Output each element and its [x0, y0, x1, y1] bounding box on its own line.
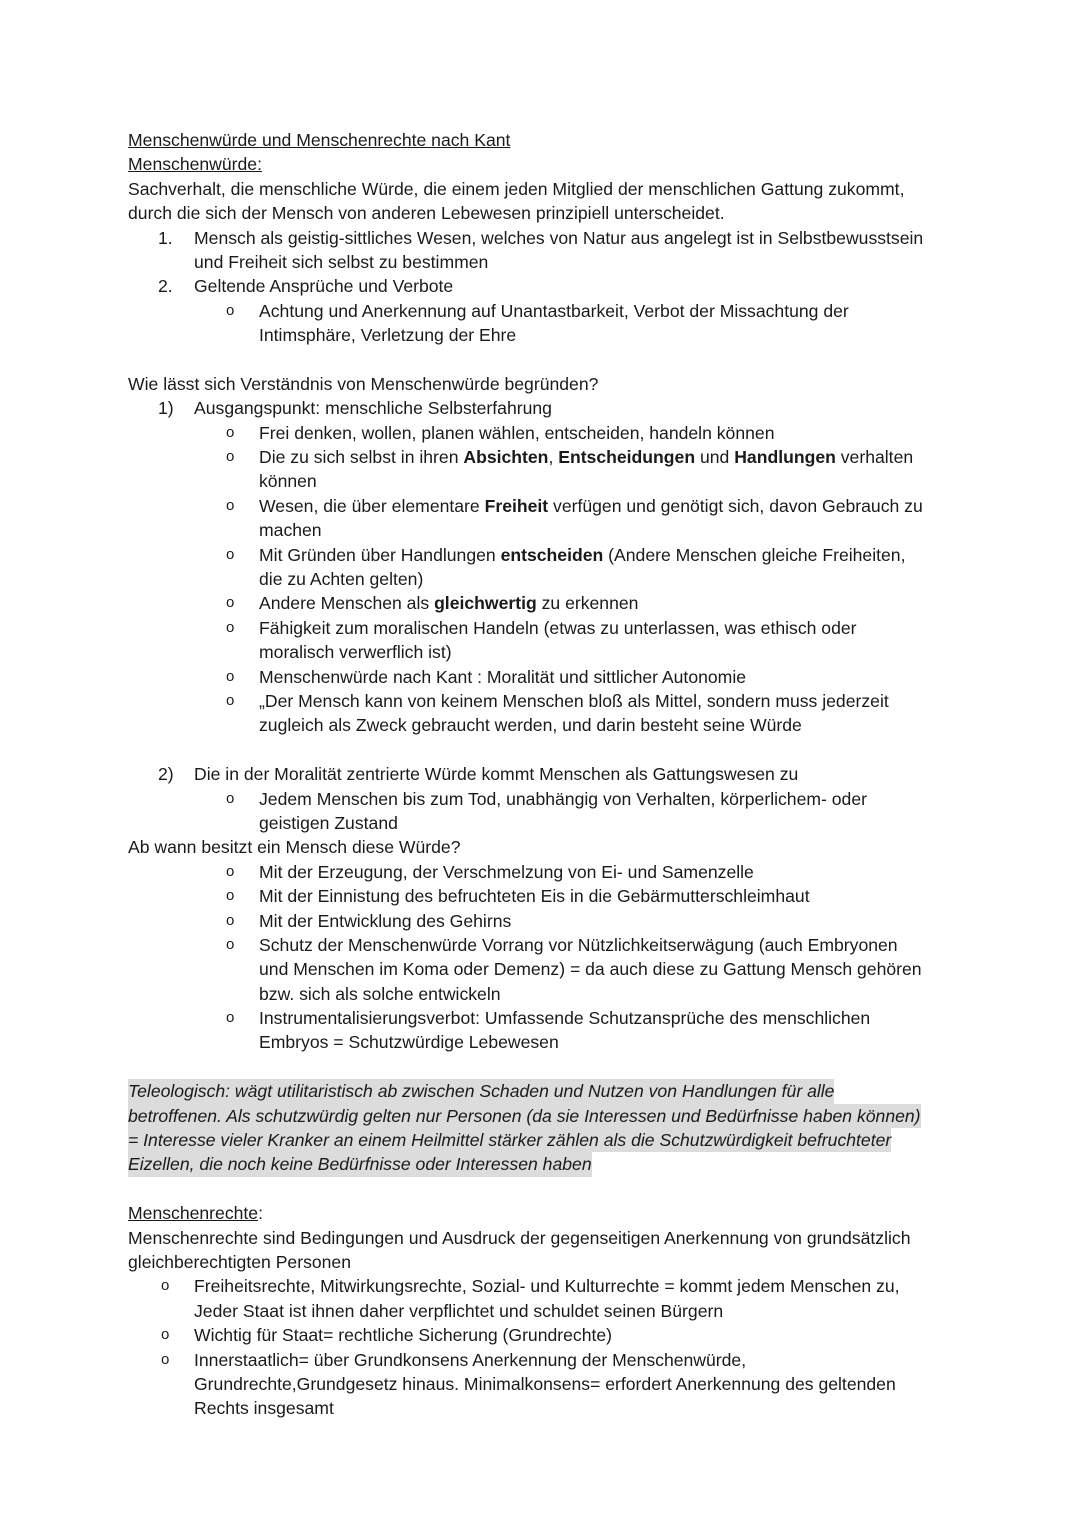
bullet-text: geistigen Zustand — [259, 812, 398, 833]
bullet-text: die zu Achten gelten) — [259, 569, 424, 590]
bullet-text: Andere Menschen als gleichwertig zu erkennen — [259, 593, 639, 614]
bullet-icon: o — [226, 423, 235, 441]
bullet-item — [128, 787, 958, 836]
list-number: 1. — [158, 227, 173, 248]
bullet-item — [128, 591, 958, 615]
bullet-icon: o — [226, 301, 235, 319]
item-text: und Freiheit sich selbst zu bestimmen — [194, 251, 489, 272]
bullet-text: Freiheitsrechte, Mitwirkungsrechte, Sozial- und Kulturrechte = kommt jedem Menschen zu, — [194, 1276, 900, 1297]
highlighted-line: = Interesse vieler Kranker an einem Heilmittel stärker zählen als die Schutzwürdigkeit befruchteter — [128, 1128, 891, 1152]
bullet-item — [128, 445, 958, 494]
item-text: Die in der Moralität zentrierte Würde kommt Menschen als Gattungswesen zu — [194, 764, 799, 785]
item-text: Mensch als geistig-sittliches Wesen, welches von Natur aus angelegt ist in Selbstbewusstsein — [194, 227, 924, 248]
paragraph-line: Sachverhalt, die menschliche Würde, die einem jeden Mitglied der menschlichen Gattung zukommt, — [128, 178, 905, 199]
bullet-text: Schutz der Menschenwürde Vorrang vor Nützlichkeitserwägung (auch Embryonen — [259, 934, 898, 955]
bullet-item — [128, 689, 958, 738]
document-title: Menschenwürde und Menschenrechte nach Kant — [128, 130, 511, 150]
keyword: Absichten — [463, 447, 549, 468]
highlighted-line: Eizellen, die noch keine Bedürfnisse oder Interessen haben — [128, 1152, 592, 1176]
section-heading-menschenrechte: Menschenrechte: — [128, 1203, 263, 1224]
highlighted-note — [128, 1079, 958, 1177]
bullet-icon: o — [161, 1350, 170, 1368]
bullet-item — [128, 909, 958, 933]
bullet-icon: o — [226, 691, 235, 709]
bullet-text: Die zu sich selbst in ihren Absichten, Entscheidungen und Handlungen verhalten — [259, 447, 914, 468]
bullet-text: Instrumentalisierungsverbot: Umfassende Schutzansprüche des menschlichen — [259, 1008, 871, 1029]
bullet-text: zugleich als Zweck gebraucht werden, und darin besteht seine Würde — [259, 715, 802, 736]
bullet-icon: o — [226, 667, 235, 685]
bullet-icon: o — [226, 594, 235, 612]
bullet-item — [128, 1348, 958, 1421]
bullet-text: Jeder Staat ist ihnen daher verpflichtet und schuldet seinen Bürgern — [194, 1300, 724, 1321]
bullet-text: können — [259, 471, 317, 492]
bullet-item — [128, 543, 958, 592]
bullet-text: Grundrechte,Grundgesetz hinaus. Minimalkonsens= erfordert Anerkennung des geltenden — [194, 1373, 896, 1394]
bullet-text: Embryos = Schutzwürdige Lebewesen — [259, 1032, 559, 1053]
keyword: Entscheidungen — [558, 447, 696, 468]
bullet-item — [128, 665, 958, 689]
bullet-text: und Menschen im Koma oder Demenz) = da auch diese zu Gattung Mensch gehören — [259, 959, 922, 980]
bullet-icon: o — [226, 887, 235, 905]
bullet-text: bzw. sich als solche entwickeln — [259, 983, 501, 1004]
bullet-text: Mit der Erzeugung, der Verschmelzung von Ei- und Samenzelle — [259, 861, 754, 882]
bullet-text: Frei denken, wollen, planen wählen, entscheiden, handeln können — [259, 422, 775, 443]
bullet-icon: o — [226, 935, 235, 953]
bullet-text: Innerstaatlich= über Grundkonsens Anerkennung der Menschenwürde, — [194, 1349, 747, 1370]
list-number: 2. — [158, 276, 173, 297]
numbered-item — [128, 274, 958, 298]
numbered-item — [128, 396, 958, 420]
bullet-text: machen — [259, 520, 322, 541]
bullet-item — [128, 299, 958, 348]
highlighted-line: betroffenen. Als schutzwürdig gelten nur Personen (da sie Interessen und Bedürfnisse haben können) — [128, 1104, 921, 1128]
bullet-icon: o — [161, 1277, 170, 1295]
bullet-item — [128, 860, 958, 884]
bullet-item — [128, 616, 958, 665]
bullet-icon: o — [161, 1326, 170, 1344]
paragraph-line: Menschenrechte sind Bedingungen und Ausdruck der gegenseitigen Anerkennung von grundsätzlich — [128, 1227, 911, 1248]
bullet-item — [128, 1323, 958, 1347]
bullet-text: Mit der Einnistung des befruchteten Eis in die Gebärmutterschleimhaut — [259, 886, 810, 907]
bullet-icon: o — [226, 496, 235, 514]
keyword: Handlungen — [734, 447, 836, 468]
paragraph-line: gleichberechtigten Personen — [128, 1251, 352, 1272]
bullet-text: Wesen, die über elementare Freiheit verfügen und genötigt sich, davon Gebrauch zu — [259, 495, 923, 516]
bullet-text: moralisch verwerflich ist) — [259, 642, 452, 663]
bullet-text: Mit Gründen über Handlungen entscheiden (Andere Menschen gleiche Freiheiten, — [259, 544, 906, 565]
bullet-item — [128, 884, 958, 908]
bullet-text: Achtung und Anerkennung auf Unantastbarkeit, Verbot der Missachtung der — [259, 300, 849, 321]
bullet-text: Mit der Entwicklung des Gehirns — [259, 910, 512, 931]
numbered-item — [128, 762, 958, 786]
bullet-icon: o — [226, 789, 235, 807]
bullet-item — [128, 421, 958, 445]
bullet-text: Rechts insgesamt — [194, 1398, 334, 1419]
bullet-item — [128, 1006, 958, 1055]
item-text: Ausgangspunkt: menschliche Selbsterfahrung — [194, 398, 552, 419]
item-text: Geltende Ansprüche und Verbote — [194, 276, 454, 297]
bullet-icon: o — [226, 448, 235, 466]
bullet-text: Intimsphäre, Verletzung der Ehre — [259, 325, 517, 346]
bullet-icon: o — [226, 545, 235, 563]
bullet-text: Jedem Menschen bis zum Tod, unabhängig von Verhalten, körperlichem- oder — [259, 788, 867, 809]
question-heading: Wie lässt sich Verständnis von Menschenwürde begründen? — [128, 373, 599, 394]
bullet-icon: o — [226, 862, 235, 880]
bullet-icon: o — [226, 911, 235, 929]
list-number: 1) — [158, 398, 174, 419]
bullet-text: „Der Mensch kann von keinem Menschen bloß als Mittel, sondern muss jederzeit — [259, 690, 889, 711]
bullet-icon: o — [226, 1009, 235, 1027]
list-number: 2) — [158, 764, 174, 785]
keyword: Freiheit — [484, 495, 549, 516]
bullet-text: Menschenwürde nach Kant : Moralität und sittlicher Autonomie — [259, 666, 747, 687]
keyword: gleichwertig — [434, 593, 537, 614]
paragraph-line: durch die sich der Mensch von anderen Lebewesen prinzipiell unterscheidet. — [128, 203, 725, 224]
question-heading: Ab wann besitzt ein Mensch diese Würde? — [128, 837, 461, 858]
bullet-text: Fähigkeit zum moralischen Handeln (etwas zu unterlassen, was ethisch oder — [259, 617, 857, 638]
numbered-item — [128, 226, 958, 275]
bullet-item — [128, 1274, 958, 1323]
keyword: entscheiden — [500, 544, 604, 565]
document-body — [128, 128, 958, 1421]
section-heading-menschenwuerde: Menschenwürde: — [128, 154, 262, 175]
bullet-icon: o — [226, 618, 235, 636]
bullet-item — [128, 933, 958, 1006]
bullet-item — [128, 494, 958, 543]
bullet-text: Wichtig für Staat= rechtliche Sicherung (Grundrechte) — [194, 1325, 613, 1346]
highlighted-line: Teleologisch: wägt utilitaristisch ab zwischen Schaden und Nutzen von Handlungen für alle — [128, 1079, 834, 1103]
